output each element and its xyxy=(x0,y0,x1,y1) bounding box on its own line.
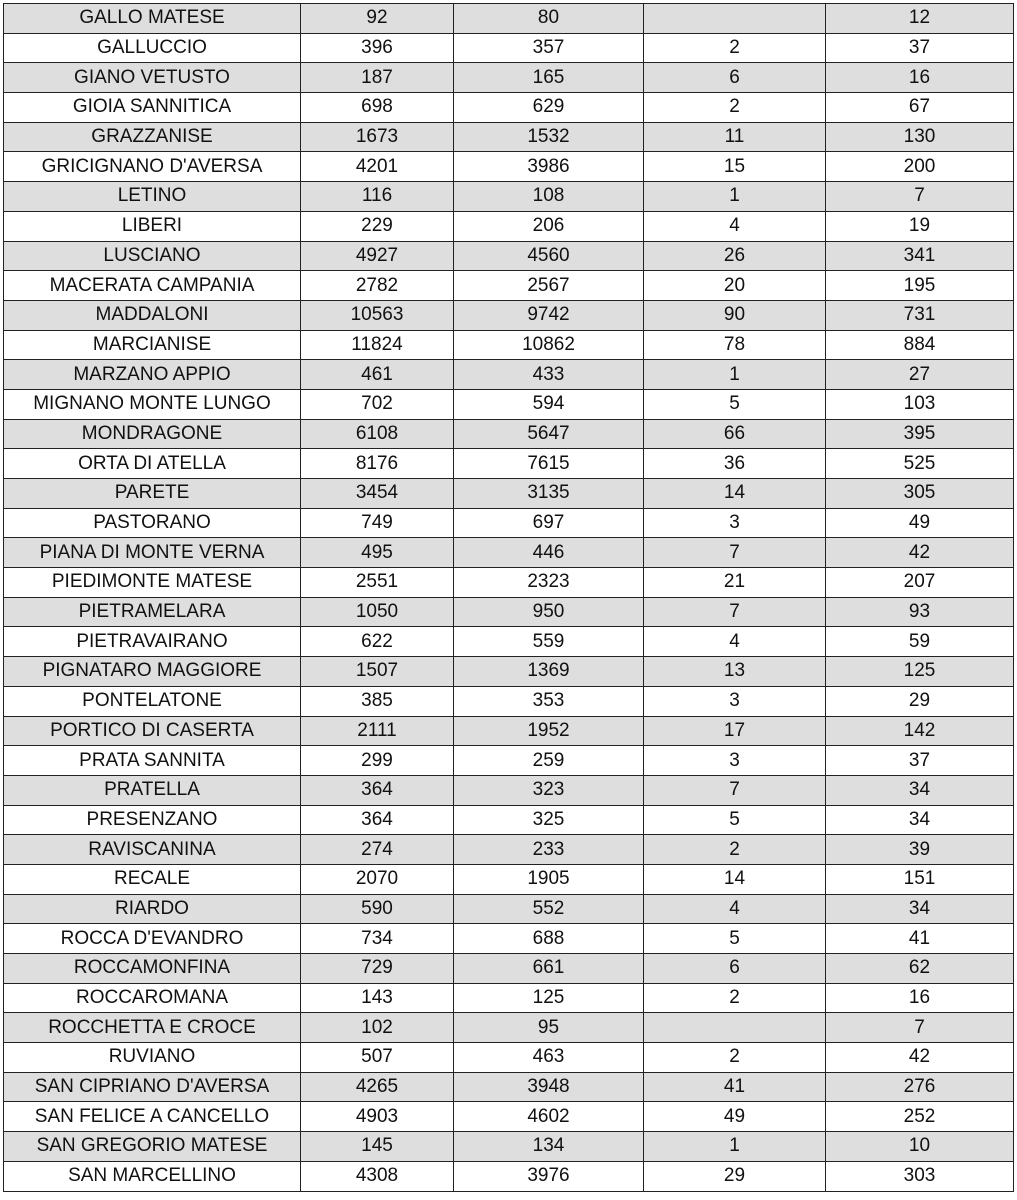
municipality-name-cell: SAN FELICE A CANCELLO xyxy=(4,1102,301,1132)
table-row xyxy=(4,1072,1014,1102)
table-row xyxy=(4,241,1014,271)
table-row xyxy=(4,954,1014,984)
value-cell-col4: 27 xyxy=(826,360,1014,390)
municipality-name-cell: MARCIANISE xyxy=(4,330,301,360)
table-row xyxy=(4,4,1014,34)
value-cell-col3: 17 xyxy=(644,716,826,746)
value-cell-col3: 1 xyxy=(644,182,826,212)
value-cell-col2: 1532 xyxy=(454,122,644,152)
municipality-name-cell: PONTELATONE xyxy=(4,686,301,716)
value-cell-col2: 697 xyxy=(454,508,644,538)
value-cell-col4: 12 xyxy=(826,4,1014,34)
value-cell-col3: 14 xyxy=(644,864,826,894)
value-cell-col2: 3986 xyxy=(454,152,644,182)
value-cell-col2: 325 xyxy=(454,805,644,835)
value-cell-col1: 729 xyxy=(301,954,454,984)
value-cell-col3: 41 xyxy=(644,1072,826,1102)
value-cell-col4: 731 xyxy=(826,300,1014,330)
value-cell-col3: 21 xyxy=(644,568,826,598)
value-cell-col1: 2111 xyxy=(301,716,454,746)
value-cell-col3: 66 xyxy=(644,419,826,449)
value-cell-col4: 16 xyxy=(826,983,1014,1013)
table-row xyxy=(4,63,1014,93)
municipality-name-cell: MADDALONI xyxy=(4,300,301,330)
value-cell-col1: 495 xyxy=(301,538,454,568)
table-row xyxy=(4,835,1014,865)
value-cell-col2: 134 xyxy=(454,1132,644,1162)
value-cell-col1: 1050 xyxy=(301,597,454,627)
value-cell-col1: 116 xyxy=(301,182,454,212)
value-cell-col1: 10563 xyxy=(301,300,454,330)
value-cell-col4: 59 xyxy=(826,627,1014,657)
value-cell-col4: 130 xyxy=(826,122,1014,152)
value-cell-col3: 1 xyxy=(644,1132,826,1162)
table-row xyxy=(4,152,1014,182)
municipality-name-cell: SAN CIPRIANO D'AVERSA xyxy=(4,1072,301,1102)
value-cell-col3: 2 xyxy=(644,835,826,865)
value-cell-col2: 688 xyxy=(454,924,644,954)
value-cell-col4: 29 xyxy=(826,686,1014,716)
table-row xyxy=(4,627,1014,657)
value-cell-col2: 594 xyxy=(454,389,644,419)
value-cell-col2: 4602 xyxy=(454,1102,644,1132)
municipality-name-cell: PRATELLA xyxy=(4,775,301,805)
value-cell-col1: 4265 xyxy=(301,1072,454,1102)
value-cell-col2: 108 xyxy=(454,182,644,212)
value-cell-col1: 507 xyxy=(301,1043,454,1073)
table-row xyxy=(4,805,1014,835)
municipality-name-cell: PORTICO DI CASERTA xyxy=(4,716,301,746)
value-cell-col4: 125 xyxy=(826,657,1014,687)
municipality-name-cell: ROCCHETTA E CROCE xyxy=(4,1013,301,1043)
value-cell-col2: 4560 xyxy=(454,241,644,271)
value-cell-col3: 3 xyxy=(644,686,826,716)
value-cell-col2: 629 xyxy=(454,93,644,123)
value-cell-col3: 6 xyxy=(644,954,826,984)
value-cell-col2: 233 xyxy=(454,835,644,865)
value-cell-col2: 1952 xyxy=(454,716,644,746)
value-cell-col2: 357 xyxy=(454,33,644,63)
value-cell-col4: 67 xyxy=(826,93,1014,123)
value-cell-col4: 884 xyxy=(826,330,1014,360)
municipality-name-cell: MARZANO APPIO xyxy=(4,360,301,390)
municipality-name-cell: ORTA DI ATELLA xyxy=(4,449,301,479)
table-row xyxy=(4,330,1014,360)
value-cell-col2: 206 xyxy=(454,211,644,241)
value-cell-col2: 3135 xyxy=(454,479,644,509)
value-cell-col1: 299 xyxy=(301,746,454,776)
value-cell-col2: 3948 xyxy=(454,1072,644,1102)
table-row xyxy=(4,1013,1014,1043)
municipality-name-cell: ROCCAROMANA xyxy=(4,983,301,1013)
value-cell-col2: 2323 xyxy=(454,568,644,598)
value-cell-col4: 62 xyxy=(826,954,1014,984)
table-row xyxy=(4,1132,1014,1162)
value-cell-col1: 11824 xyxy=(301,330,454,360)
value-cell-col3: 3 xyxy=(644,746,826,776)
municipality-name-cell: PIGNATARO MAGGIORE xyxy=(4,657,301,687)
value-cell-col1: 187 xyxy=(301,63,454,93)
municipality-name-cell: LETINO xyxy=(4,182,301,212)
value-cell-col4: 42 xyxy=(826,538,1014,568)
value-cell-col4: 10 xyxy=(826,1132,1014,1162)
value-cell-col3: 36 xyxy=(644,449,826,479)
municipality-name-cell: GIOIA SANNITICA xyxy=(4,93,301,123)
value-cell-col2: 1905 xyxy=(454,864,644,894)
value-cell-col3: 5 xyxy=(644,924,826,954)
value-cell-col2: 165 xyxy=(454,63,644,93)
value-cell-col1: 8176 xyxy=(301,449,454,479)
municipality-name-cell: GALLO MATESE xyxy=(4,4,301,34)
value-cell-col1: 734 xyxy=(301,924,454,954)
value-cell-col4: 525 xyxy=(826,449,1014,479)
value-cell-col4: 93 xyxy=(826,597,1014,627)
table-row xyxy=(4,479,1014,509)
value-cell-col3: 78 xyxy=(644,330,826,360)
municipality-name-cell: RIARDO xyxy=(4,894,301,924)
value-cell-col3: 13 xyxy=(644,657,826,687)
value-cell-col2: 323 xyxy=(454,775,644,805)
value-cell-col2: 353 xyxy=(454,686,644,716)
table-row xyxy=(4,182,1014,212)
value-cell-col4: 34 xyxy=(826,805,1014,835)
value-cell-col1: 1673 xyxy=(301,122,454,152)
value-cell-col3: 3 xyxy=(644,508,826,538)
municipality-name-cell: PIETRAMELARA xyxy=(4,597,301,627)
value-cell-col1: 590 xyxy=(301,894,454,924)
value-cell-col1: 702 xyxy=(301,389,454,419)
table-row xyxy=(4,657,1014,687)
value-cell-col3: 5 xyxy=(644,389,826,419)
value-cell-col2: 3976 xyxy=(454,1161,644,1191)
table-row xyxy=(4,300,1014,330)
value-cell-col4: 207 xyxy=(826,568,1014,598)
table-row xyxy=(4,1043,1014,1073)
municipality-name-cell: RUVIANO xyxy=(4,1043,301,1073)
value-cell-col1: 102 xyxy=(301,1013,454,1043)
municipality-name-cell: GRICIGNANO D'AVERSA xyxy=(4,152,301,182)
municipality-name-cell: RECALE xyxy=(4,864,301,894)
value-cell-col1: 92 xyxy=(301,4,454,34)
municipality-name-cell: PRATA SANNITA xyxy=(4,746,301,776)
value-cell-col1: 145 xyxy=(301,1132,454,1162)
value-cell-col3: 2 xyxy=(644,33,826,63)
table-row xyxy=(4,360,1014,390)
table-row xyxy=(4,419,1014,449)
municipality-name-cell: MIGNANO MONTE LUNGO xyxy=(4,389,301,419)
municipality-name-cell: PIETRAVAIRANO xyxy=(4,627,301,657)
table-row xyxy=(4,775,1014,805)
table-row xyxy=(4,746,1014,776)
table-row xyxy=(4,538,1014,568)
value-cell-col1: 4201 xyxy=(301,152,454,182)
value-cell-col2: 10862 xyxy=(454,330,644,360)
value-cell-col3 xyxy=(644,1013,826,1043)
value-cell-col1: 461 xyxy=(301,360,454,390)
table-row xyxy=(4,983,1014,1013)
table-row xyxy=(4,449,1014,479)
municipality-name-cell: LUSCIANO xyxy=(4,241,301,271)
value-cell-col4: 42 xyxy=(826,1043,1014,1073)
municipality-name-cell: GRAZZANISE xyxy=(4,122,301,152)
value-cell-col3: 2 xyxy=(644,93,826,123)
municipality-data-table xyxy=(3,3,1014,1192)
value-cell-col2: 80 xyxy=(454,4,644,34)
table-row xyxy=(4,508,1014,538)
value-cell-col2: 661 xyxy=(454,954,644,984)
value-cell-col4: 303 xyxy=(826,1161,1014,1191)
table-row xyxy=(4,597,1014,627)
value-cell-col3: 20 xyxy=(644,271,826,301)
municipality-name-cell: RAVISCANINA xyxy=(4,835,301,865)
table-row xyxy=(4,33,1014,63)
value-cell-col4: 37 xyxy=(826,33,1014,63)
value-cell-col2: 1369 xyxy=(454,657,644,687)
value-cell-col4: 34 xyxy=(826,775,1014,805)
value-cell-col3 xyxy=(644,4,826,34)
municipality-name-cell: ROCCA D'EVANDRO xyxy=(4,924,301,954)
value-cell-col4: 16 xyxy=(826,63,1014,93)
value-cell-col1: 1507 xyxy=(301,657,454,687)
value-cell-col4: 34 xyxy=(826,894,1014,924)
value-cell-col1: 4308 xyxy=(301,1161,454,1191)
value-cell-col1: 396 xyxy=(301,33,454,63)
municipality-name-cell: PASTORANO xyxy=(4,508,301,538)
value-cell-col3: 1 xyxy=(644,360,826,390)
value-cell-col4: 39 xyxy=(826,835,1014,865)
municipality-name-cell: SAN GREGORIO MATESE xyxy=(4,1132,301,1162)
value-cell-col1: 2070 xyxy=(301,864,454,894)
value-cell-col1: 2782 xyxy=(301,271,454,301)
table-row xyxy=(4,1161,1014,1191)
value-cell-col1: 698 xyxy=(301,93,454,123)
municipality-name-cell: PARETE xyxy=(4,479,301,509)
value-cell-col4: 37 xyxy=(826,746,1014,776)
value-cell-col1: 364 xyxy=(301,775,454,805)
municipality-name-cell: MACERATA CAMPANIA xyxy=(4,271,301,301)
table-row xyxy=(4,894,1014,924)
value-cell-col3: 49 xyxy=(644,1102,826,1132)
value-cell-col1: 4903 xyxy=(301,1102,454,1132)
table-row xyxy=(4,568,1014,598)
value-cell-col3: 2 xyxy=(644,983,826,1013)
value-cell-col2: 7615 xyxy=(454,449,644,479)
value-cell-col3: 29 xyxy=(644,1161,826,1191)
value-cell-col4: 41 xyxy=(826,924,1014,954)
value-cell-col1: 2551 xyxy=(301,568,454,598)
municipality-name-cell: MONDRAGONE xyxy=(4,419,301,449)
municipality-name-cell: PRESENZANO xyxy=(4,805,301,835)
value-cell-col3: 2 xyxy=(644,1043,826,1073)
value-cell-col4: 151 xyxy=(826,864,1014,894)
table-row xyxy=(4,211,1014,241)
table-row xyxy=(4,686,1014,716)
municipality-name-cell: PIEDIMONTE MATESE xyxy=(4,568,301,598)
value-cell-col2: 9742 xyxy=(454,300,644,330)
table-body xyxy=(4,4,1014,1192)
value-cell-col1: 229 xyxy=(301,211,454,241)
municipality-name-cell: GALLUCCIO xyxy=(4,33,301,63)
value-cell-col2: 552 xyxy=(454,894,644,924)
table-row xyxy=(4,864,1014,894)
value-cell-col4: 7 xyxy=(826,1013,1014,1043)
value-cell-col1: 3454 xyxy=(301,479,454,509)
table-row xyxy=(4,924,1014,954)
municipality-name-cell: GIANO VETUSTO xyxy=(4,63,301,93)
value-cell-col2: 433 xyxy=(454,360,644,390)
value-cell-col3: 4 xyxy=(644,211,826,241)
value-cell-col4: 103 xyxy=(826,389,1014,419)
table-row xyxy=(4,271,1014,301)
value-cell-col1: 143 xyxy=(301,983,454,1013)
value-cell-col2: 95 xyxy=(454,1013,644,1043)
value-cell-col1: 749 xyxy=(301,508,454,538)
value-cell-col3: 7 xyxy=(644,538,826,568)
value-cell-col4: 19 xyxy=(826,211,1014,241)
municipality-name-cell: PIANA DI MONTE VERNA xyxy=(4,538,301,568)
value-cell-col3: 90 xyxy=(644,300,826,330)
table-row xyxy=(4,716,1014,746)
table-row xyxy=(4,93,1014,123)
municipality-name-cell: LIBERI xyxy=(4,211,301,241)
value-cell-col1: 274 xyxy=(301,835,454,865)
value-cell-col3: 7 xyxy=(644,597,826,627)
table-row xyxy=(4,389,1014,419)
value-cell-col3: 15 xyxy=(644,152,826,182)
value-cell-col4: 252 xyxy=(826,1102,1014,1132)
value-cell-col3: 11 xyxy=(644,122,826,152)
value-cell-col4: 142 xyxy=(826,716,1014,746)
municipality-name-cell: ROCCAMONFINA xyxy=(4,954,301,984)
value-cell-col3: 26 xyxy=(644,241,826,271)
value-cell-col2: 125 xyxy=(454,983,644,1013)
value-cell-col4: 7 xyxy=(826,182,1014,212)
value-cell-col1: 4927 xyxy=(301,241,454,271)
value-cell-col2: 2567 xyxy=(454,271,644,301)
value-cell-col2: 950 xyxy=(454,597,644,627)
table-row xyxy=(4,122,1014,152)
value-cell-col4: 195 xyxy=(826,271,1014,301)
value-cell-col3: 6 xyxy=(644,63,826,93)
value-cell-col3: 4 xyxy=(644,627,826,657)
value-cell-col3: 7 xyxy=(644,775,826,805)
value-cell-col1: 364 xyxy=(301,805,454,835)
value-cell-col4: 276 xyxy=(826,1072,1014,1102)
value-cell-col1: 622 xyxy=(301,627,454,657)
value-cell-col4: 341 xyxy=(826,241,1014,271)
value-cell-col3: 5 xyxy=(644,805,826,835)
municipality-name-cell: SAN MARCELLINO xyxy=(4,1161,301,1191)
value-cell-col1: 6108 xyxy=(301,419,454,449)
value-cell-col2: 559 xyxy=(454,627,644,657)
value-cell-col2: 446 xyxy=(454,538,644,568)
value-cell-col3: 14 xyxy=(644,479,826,509)
value-cell-col4: 305 xyxy=(826,479,1014,509)
value-cell-col1: 385 xyxy=(301,686,454,716)
value-cell-col2: 5647 xyxy=(454,419,644,449)
table-row xyxy=(4,1102,1014,1132)
value-cell-col4: 200 xyxy=(826,152,1014,182)
value-cell-col2: 259 xyxy=(454,746,644,776)
value-cell-col4: 49 xyxy=(826,508,1014,538)
value-cell-col4: 395 xyxy=(826,419,1014,449)
value-cell-col2: 463 xyxy=(454,1043,644,1073)
value-cell-col3: 4 xyxy=(644,894,826,924)
